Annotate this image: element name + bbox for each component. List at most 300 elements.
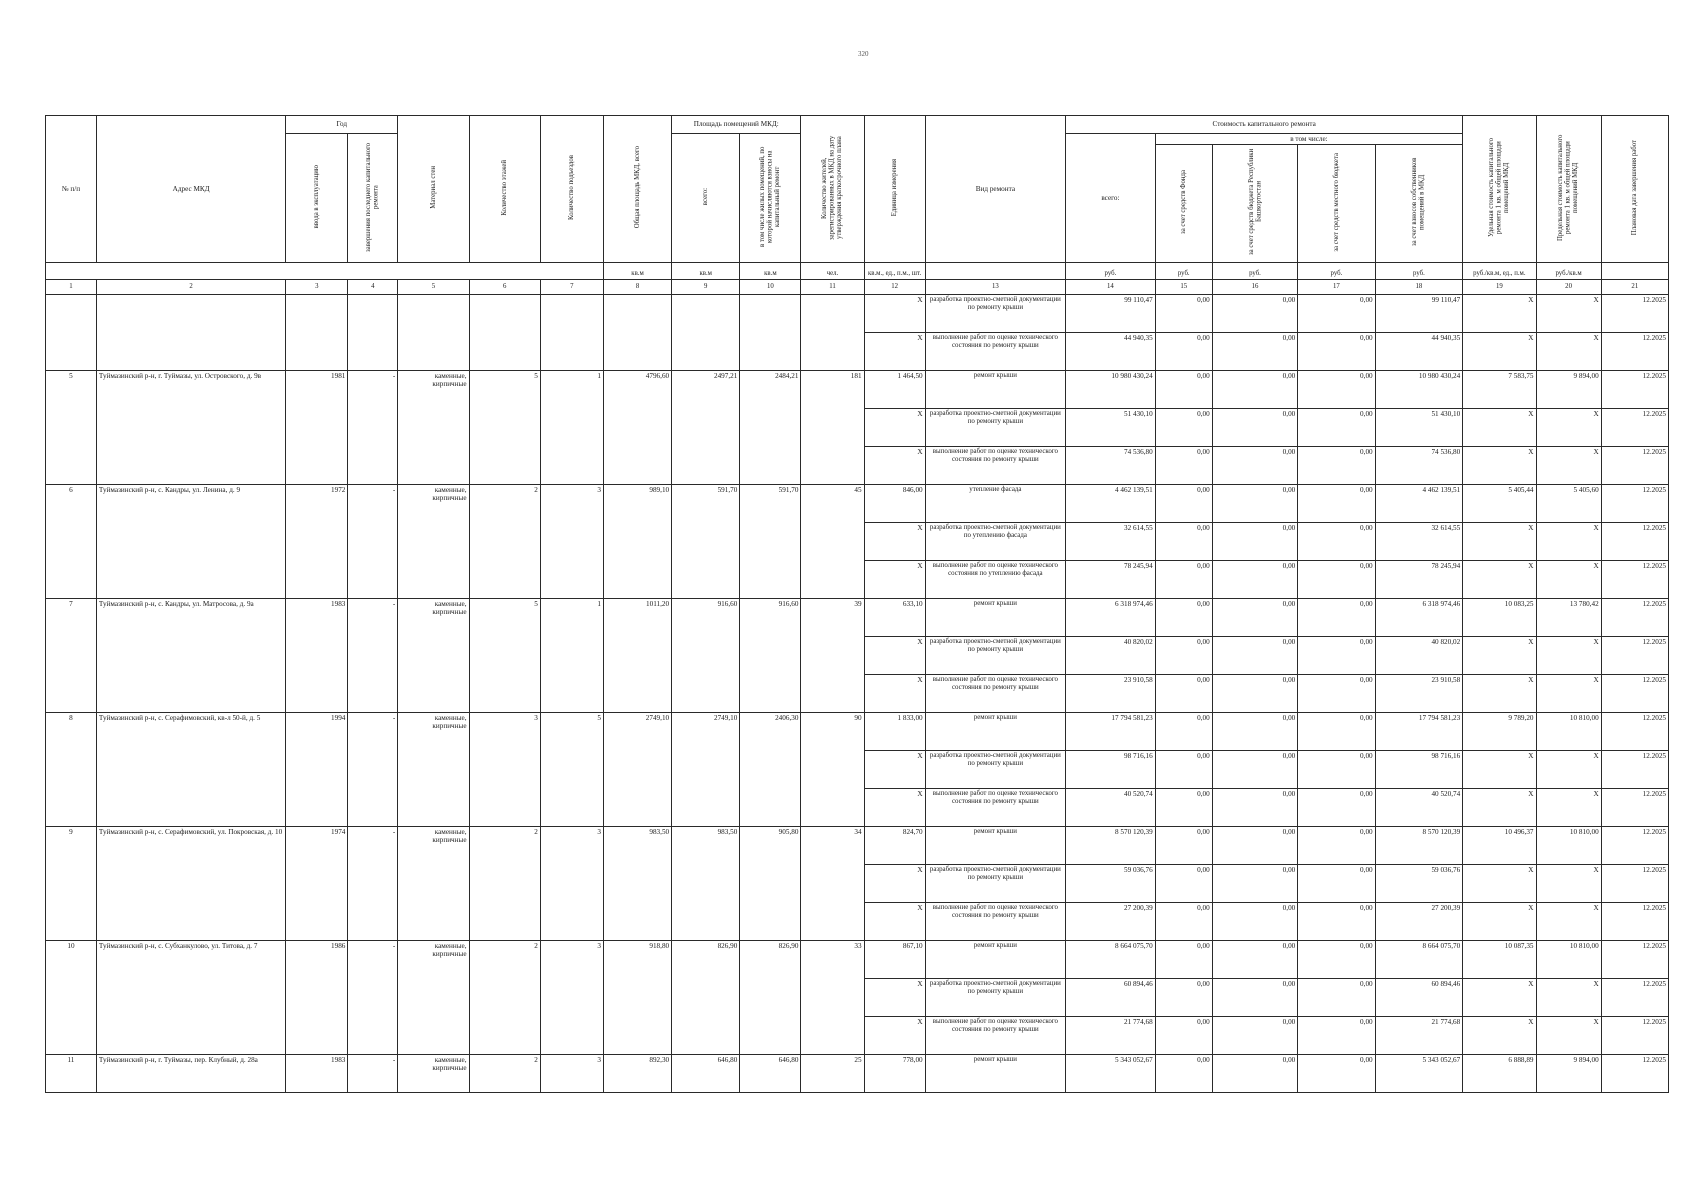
work-type: выполнение работ по оценке технического состояния по ремонту крыши: [925, 332, 1066, 370]
limit-cost: X: [1536, 1016, 1601, 1054]
cost-owners: 23 910,58: [1375, 674, 1463, 712]
rooms-area: 826,90: [672, 940, 740, 1054]
cost-total: 17 794 581,23: [1066, 712, 1156, 750]
cost-total: 60 894,46: [1066, 978, 1156, 1016]
cost-fund: 0,00: [1155, 674, 1212, 712]
work-type: разработка проектно-сметной документации по ремонту крыши: [925, 750, 1066, 788]
total-area: 918,80: [603, 940, 671, 1054]
column-number: 13: [925, 279, 1066, 294]
cost-fund: 0,00: [1155, 294, 1212, 332]
year-built: 1981: [286, 370, 348, 484]
limit-cost: X: [1536, 522, 1601, 560]
continued-cell: [348, 294, 398, 370]
continued-cell: [672, 294, 740, 370]
work-type: ремонт крыши: [925, 1054, 1066, 1092]
table-row: [46, 712, 1669, 750]
wall-material: каменные, кирпичные: [398, 940, 469, 1054]
header-col-14: всего:: [1066, 134, 1156, 263]
cost-local-budget: 0,00: [1298, 370, 1375, 408]
completion-date: 12.2025: [1601, 788, 1668, 826]
work-type: выполнение работ по оценке технического состояния по ремонту крыши: [925, 1016, 1066, 1054]
cost-fund: 0,00: [1155, 484, 1212, 522]
specific-cost: X: [1463, 978, 1536, 1016]
limit-cost: X: [1536, 446, 1601, 484]
cost-owners: 10 980 430,24: [1375, 370, 1463, 408]
completion-date: 12.2025: [1601, 826, 1668, 864]
cost-republic-budget: 0,00: [1212, 598, 1298, 636]
continued-cell: [46, 294, 97, 370]
completion-date: 12.2025: [1601, 636, 1668, 674]
completion-date: 12.2025: [1601, 560, 1668, 598]
work-unit: X: [864, 522, 925, 560]
work-unit: X: [864, 560, 925, 598]
building-address: Туймазинский р-н, с. Кандры, ул. Ленина, д. 9: [96, 484, 285, 598]
total-area: 2749,10: [603, 712, 671, 826]
entrance-count: 3: [540, 940, 603, 1054]
unit-cell: руб.: [1375, 262, 1463, 279]
work-type: выполнение работ по оценке технического состояния по ремонту крыши: [925, 674, 1066, 712]
building-address: Туймазинский р-н, с. Субханкулово, ул. Титова, д. 7: [96, 940, 285, 1054]
building-address: Туймазинский р-н, с. Серафимовский, ул. Покровская, д. 10: [96, 826, 285, 940]
entrance-count: 3: [540, 484, 603, 598]
limit-cost: X: [1536, 560, 1601, 598]
unit-cell: руб./кв.м: [1536, 262, 1601, 279]
column-number: 8: [603, 279, 671, 294]
continued-cell: [96, 294, 285, 370]
cost-total: 78 245,94: [1066, 560, 1156, 598]
work-type: ремонт крыши: [925, 598, 1066, 636]
work-type: утепление фасада: [925, 484, 1066, 522]
specific-cost: X: [1463, 788, 1536, 826]
completion-date: 12.2025: [1601, 712, 1668, 750]
cost-fund: 0,00: [1155, 560, 1212, 598]
cost-owners: 4 462 139,51: [1375, 484, 1463, 522]
work-type: выполнение работ по оценке технического состояния по ремонту крыши: [925, 902, 1066, 940]
header-year: Год: [286, 116, 398, 134]
cost-owners: 44 940,35: [1375, 332, 1463, 370]
header-col-13: Вид ремонта: [925, 116, 1066, 263]
cost-owners: 60 894,46: [1375, 978, 1463, 1016]
header-col-12: [864, 116, 925, 263]
column-number: 5: [398, 279, 469, 294]
living-area: 916,60: [740, 598, 801, 712]
specific-cost: X: [1463, 674, 1536, 712]
last-repair-year: -: [348, 826, 398, 940]
cost-owners: 99 110,47: [1375, 294, 1463, 332]
total-area: 1011,20: [603, 598, 671, 712]
cost-republic-budget: 0,00: [1212, 332, 1298, 370]
work-unit: 867,10: [864, 940, 925, 978]
work-unit: X: [864, 788, 925, 826]
cost-total: 59 036,76: [1066, 864, 1156, 902]
cost-fund: 0,00: [1155, 712, 1212, 750]
table-row: [46, 294, 1669, 332]
cost-local-budget: 0,00: [1298, 826, 1375, 864]
specific-cost: 10 496,37: [1463, 826, 1536, 864]
cost-owners: 40 820,02: [1375, 636, 1463, 674]
column-number: 3: [286, 279, 348, 294]
cost-republic-budget: 0,00: [1212, 712, 1298, 750]
cost-total: 10 980 430,24: [1066, 370, 1156, 408]
continued-cell: [540, 294, 603, 370]
living-area: 591,70: [740, 484, 801, 598]
limit-cost: X: [1536, 294, 1601, 332]
cost-republic-budget: 0,00: [1212, 826, 1298, 864]
cost-republic-budget: 0,00: [1212, 294, 1298, 332]
completion-date: 12.2025: [1601, 978, 1668, 1016]
cost-local-budget: 0,00: [1298, 636, 1375, 674]
continued-cell: [801, 294, 864, 370]
work-type: разработка проектно-сметной документации по ремонту крыши: [925, 294, 1066, 332]
last-repair-year: -: [348, 598, 398, 712]
cost-local-budget: 0,00: [1298, 294, 1375, 332]
cost-republic-budget: 0,00: [1212, 940, 1298, 978]
units-empty: [46, 262, 604, 279]
header-col-21: [1601, 116, 1668, 263]
cost-fund: 0,00: [1155, 750, 1212, 788]
completion-date: 12.2025: [1601, 370, 1668, 408]
table-row: [46, 1054, 1669, 1092]
column-number: 12: [864, 279, 925, 294]
year-built: 1983: [286, 1054, 348, 1092]
floor-count: 2: [469, 826, 540, 940]
cost-total: 23 910,58: [1066, 674, 1156, 712]
work-unit: X: [864, 408, 925, 446]
column-number-row: [46, 279, 1669, 294]
header-col-6-text: Количество этажей: [500, 159, 508, 216]
specific-cost: 10 087,35: [1463, 940, 1536, 978]
column-number: 16: [1212, 279, 1298, 294]
specific-cost: 10 083,25: [1463, 598, 1536, 636]
specific-cost: X: [1463, 864, 1536, 902]
row-number: 10: [46, 940, 97, 1054]
limit-cost: 10 810,00: [1536, 712, 1601, 750]
column-number: 9: [672, 279, 740, 294]
work-unit: X: [864, 978, 925, 1016]
limit-cost: 5 405,60: [1536, 484, 1601, 522]
cost-total: 27 200,39: [1066, 902, 1156, 940]
work-unit: X: [864, 864, 925, 902]
table-row: [46, 940, 1669, 978]
header-col-6: [469, 116, 540, 263]
table-row: [46, 598, 1669, 636]
unit-cell: руб.: [1155, 262, 1212, 279]
unit-cell: кв.м: [603, 262, 671, 279]
limit-cost: X: [1536, 788, 1601, 826]
cost-fund: 0,00: [1155, 598, 1212, 636]
specific-cost: 9 789,20: [1463, 712, 1536, 750]
specific-cost: X: [1463, 522, 1536, 560]
floor-count: 2: [469, 1054, 540, 1092]
last-repair-year: -: [348, 712, 398, 826]
cost-owners: 78 245,94: [1375, 560, 1463, 598]
column-number: 2: [96, 279, 285, 294]
header-col-4: [348, 134, 398, 263]
work-unit: X: [864, 1016, 925, 1054]
entrance-count: 1: [540, 370, 603, 484]
column-number: 10: [740, 279, 801, 294]
row-number: 8: [46, 712, 97, 826]
wall-material: каменные, кирпичные: [398, 370, 469, 484]
header-col-21-text: Плановая дата завершения работ: [1631, 140, 1639, 236]
continued-cell: [286, 294, 348, 370]
cost-owners: 74 536,80: [1375, 446, 1463, 484]
rooms-area: 983,50: [672, 826, 740, 940]
specific-cost: X: [1463, 446, 1536, 484]
cost-republic-budget: 0,00: [1212, 1016, 1298, 1054]
specific-cost: X: [1463, 750, 1536, 788]
last-repair-year: -: [348, 370, 398, 484]
cost-fund: 0,00: [1155, 1016, 1212, 1054]
work-type: ремонт крыши: [925, 712, 1066, 750]
header-col-11: [801, 116, 864, 263]
wall-material: каменные, кирпичные: [398, 826, 469, 940]
cost-fund: 0,00: [1155, 446, 1212, 484]
wall-material: каменные, кирпичные: [398, 598, 469, 712]
header-col-17-text: за счет средств местного бюджета: [1332, 152, 1340, 252]
work-unit: X: [864, 294, 925, 332]
cost-owners: 17 794 581,23: [1375, 712, 1463, 750]
cost-local-budget: 0,00: [1298, 750, 1375, 788]
cost-republic-budget: 0,00: [1212, 864, 1298, 902]
resident-count: 90: [801, 712, 864, 826]
cost-local-budget: 0,00: [1298, 978, 1375, 1016]
limit-cost: 10 810,00: [1536, 940, 1601, 978]
cost-local-budget: 0,00: [1298, 1054, 1375, 1092]
unit-cell: руб.: [1298, 262, 1375, 279]
cost-fund: 0,00: [1155, 370, 1212, 408]
cost-owners: 32 614,55: [1375, 522, 1463, 560]
header-col-18: [1375, 145, 1463, 262]
year-built: 1974: [286, 826, 348, 940]
column-number: 1: [46, 279, 97, 294]
row-number: 11: [46, 1054, 97, 1092]
page-number: 320: [858, 50, 869, 58]
cost-owners: 8 664 075,70: [1375, 940, 1463, 978]
resident-count: 181: [801, 370, 864, 484]
floor-count: 3: [469, 712, 540, 826]
column-number: 17: [1298, 279, 1375, 294]
building-address: Туймазинский р-н, с. Серафимовский, кв-л 50-й, д. 5: [96, 712, 285, 826]
unit-cell: руб.: [1066, 262, 1156, 279]
entrance-count: 3: [540, 826, 603, 940]
header-col-5: [398, 116, 469, 263]
row-number: 6: [46, 484, 97, 598]
last-repair-year: -: [348, 1054, 398, 1092]
header-col-1: № п/п: [46, 116, 97, 263]
column-number: 15: [1155, 279, 1212, 294]
cost-local-budget: 0,00: [1298, 788, 1375, 826]
header-col-4-text: завершения последнего капитального ремонта: [365, 142, 380, 252]
continued-cell: [398, 294, 469, 370]
cost-fund: 0,00: [1155, 940, 1212, 978]
continued-cell: [740, 294, 801, 370]
specific-cost: X: [1463, 902, 1536, 940]
cost-local-budget: 0,00: [1298, 560, 1375, 598]
cost-republic-budget: 0,00: [1212, 674, 1298, 712]
year-built: 1994: [286, 712, 348, 826]
cost-owners: 40 520,74: [1375, 788, 1463, 826]
work-unit: X: [864, 446, 925, 484]
cost-fund: 0,00: [1155, 408, 1212, 446]
resident-count: 33: [801, 940, 864, 1054]
unit-empty: [925, 262, 1066, 279]
work-type: выполнение работ по оценке технического состояния по ремонту крыши: [925, 788, 1066, 826]
specific-cost: X: [1463, 560, 1536, 598]
completion-date: 12.2025: [1601, 1016, 1668, 1054]
completion-date: 12.2025: [1601, 446, 1668, 484]
wall-material: каменные, кирпичные: [398, 712, 469, 826]
cost-total: 8 570 120,39: [1066, 826, 1156, 864]
cost-republic-budget: 0,00: [1212, 636, 1298, 674]
cost-total: 4 462 139,51: [1066, 484, 1156, 522]
entrance-count: 5: [540, 712, 603, 826]
header-col-2: Адрес МКД: [96, 116, 285, 263]
cost-total: 8 664 075,70: [1066, 940, 1156, 978]
header-col-18-text: за счет взносов собственников помещений в МКД: [1411, 158, 1426, 247]
cost-owners: 59 036,76: [1375, 864, 1463, 902]
column-number: 19: [1463, 279, 1536, 294]
work-type: ремонт крыши: [925, 826, 1066, 864]
header-col-12-text: Единица измерения: [890, 159, 898, 217]
work-unit: 1 833,00: [864, 712, 925, 750]
cost-fund: 0,00: [1155, 332, 1212, 370]
cost-owners: 21 774,68: [1375, 1016, 1463, 1054]
cost-republic-budget: 0,00: [1212, 1054, 1298, 1092]
completion-date: 12.2025: [1601, 598, 1668, 636]
header-col-16-text: за счет средств бюджета Республики Башкортостан: [1247, 149, 1262, 256]
limit-cost: X: [1536, 332, 1601, 370]
limit-cost: 10 810,00: [1536, 826, 1601, 864]
completion-date: 12.2025: [1601, 1054, 1668, 1092]
resident-count: 25: [801, 1054, 864, 1092]
table-row: [46, 484, 1669, 522]
specific-cost: X: [1463, 294, 1536, 332]
building-address: Туймазинский р-н, г. Туймазы, пер. Клубный, д. 28а: [96, 1054, 285, 1092]
work-type: выполнение работ по оценке технического состояния по ремонту крыши: [925, 446, 1066, 484]
living-area: 2406,30: [740, 712, 801, 826]
cost-fund: 0,00: [1155, 864, 1212, 902]
cost-local-budget: 0,00: [1298, 940, 1375, 978]
work-type: выполнение работ по оценке технического состояния по утеплению фасада: [925, 560, 1066, 598]
cost-fund: 0,00: [1155, 636, 1212, 674]
cost-local-budget: 0,00: [1298, 484, 1375, 522]
limit-cost: X: [1536, 978, 1601, 1016]
header-area: Площадь помещений МКД:: [672, 116, 801, 134]
work-unit: X: [864, 750, 925, 788]
specific-cost: X: [1463, 332, 1536, 370]
limit-cost: X: [1536, 408, 1601, 446]
rooms-area: 2749,10: [672, 712, 740, 826]
header-col-10: [740, 134, 801, 263]
header-col-20-text: Предельная стоимость капитального ремонта 1 кв. м общей площади помещений МКД: [1557, 134, 1580, 241]
work-type: ремонт крыши: [925, 940, 1066, 978]
resident-count: 34: [801, 826, 864, 940]
floor-count: 2: [469, 484, 540, 598]
living-area: 826,90: [740, 940, 801, 1054]
unit-cell: кв.м: [740, 262, 801, 279]
floor-count: 5: [469, 370, 540, 484]
work-type: разработка проектно-сметной документации по утеплению фасада: [925, 522, 1066, 560]
cost-owners: 98 716,16: [1375, 750, 1463, 788]
header-col-9-text: всего:: [701, 188, 709, 206]
unit-cell: чел.: [801, 262, 864, 279]
units-row: [46, 262, 1669, 279]
work-type: разработка проектно-сметной документации по ремонту крыши: [925, 978, 1066, 1016]
column-number: 11: [801, 279, 864, 294]
unit-cell: руб./кв.м, ед., п.м.: [1463, 262, 1536, 279]
building-address: Туймазинский р-н, с. Кандры, ул. Матросова, д. 9а: [96, 598, 285, 712]
header-col-3-text: ввода в эксплуатацию: [313, 164, 321, 229]
cost-total: 32 614,55: [1066, 522, 1156, 560]
specific-cost: 5 405,44: [1463, 484, 1536, 522]
cost-fund: 0,00: [1155, 902, 1212, 940]
cost-owners: 5 343 052,67: [1375, 1054, 1463, 1092]
year-built: 1986: [286, 940, 348, 1054]
specific-cost: 6 888,89: [1463, 1054, 1536, 1092]
repair-register-table: [45, 115, 1669, 1093]
column-number: 6: [469, 279, 540, 294]
cost-local-budget: 0,00: [1298, 522, 1375, 560]
floor-count: 5: [469, 598, 540, 712]
column-number: 4: [348, 279, 398, 294]
cost-owners: 27 200,39: [1375, 902, 1463, 940]
work-type: разработка проектно-сметной документации по ремонту крыши: [925, 408, 1066, 446]
limit-cost: X: [1536, 864, 1601, 902]
cost-total: 5 343 052,67: [1066, 1054, 1156, 1092]
cost-local-budget: 0,00: [1298, 1016, 1375, 1054]
cost-fund: 0,00: [1155, 1054, 1212, 1092]
column-number: 20: [1536, 279, 1601, 294]
cost-fund: 0,00: [1155, 826, 1212, 864]
work-unit: X: [864, 332, 925, 370]
total-area: 983,50: [603, 826, 671, 940]
specific-cost: X: [1463, 408, 1536, 446]
cost-local-budget: 0,00: [1298, 408, 1375, 446]
header-col-16: [1212, 145, 1298, 262]
entrance-count: 3: [540, 1054, 603, 1092]
completion-date: 12.2025: [1601, 294, 1668, 332]
header-col-15-text: за счет средств Фонда: [1179, 170, 1187, 235]
register-body: [46, 294, 1669, 1092]
cost-republic-budget: 0,00: [1212, 370, 1298, 408]
cost-republic-budget: 0,00: [1212, 750, 1298, 788]
completion-date: 12.2025: [1601, 902, 1668, 940]
specific-cost: 7 583,75: [1463, 370, 1536, 408]
work-unit: X: [864, 674, 925, 712]
unit-cell: кв.м: [672, 262, 740, 279]
work-unit: 846,00: [864, 484, 925, 522]
header-col-19-text: Удельная стоимость капитального ремонта 1 кв. м общей площади помещений МКД: [1488, 138, 1511, 238]
rooms-area: 916,60: [672, 598, 740, 712]
cost-republic-budget: 0,00: [1212, 788, 1298, 826]
header-col-15: [1155, 145, 1212, 262]
column-number: 7: [540, 279, 603, 294]
cost-owners: 51 430,10: [1375, 408, 1463, 446]
work-unit: X: [864, 636, 925, 674]
cost-total: 51 430,10: [1066, 408, 1156, 446]
header-col-11-text: Количество жителей, зарегистрированных в МКД на дату утверждения краткосрочного плана: [821, 135, 844, 240]
completion-date: 12.2025: [1601, 750, 1668, 788]
cost-republic-budget: 0,00: [1212, 902, 1298, 940]
building-address: Туймазинский р-н, г. Туймазы, ул. Островского, д. 9в: [96, 370, 285, 484]
resident-count: 45: [801, 484, 864, 598]
header-col-7-text: Количество подъездов: [568, 155, 576, 221]
completion-date: 12.2025: [1601, 522, 1668, 560]
total-area: 892,30: [603, 1054, 671, 1092]
header-col-20: [1536, 116, 1601, 263]
completion-date: 12.2025: [1601, 332, 1668, 370]
